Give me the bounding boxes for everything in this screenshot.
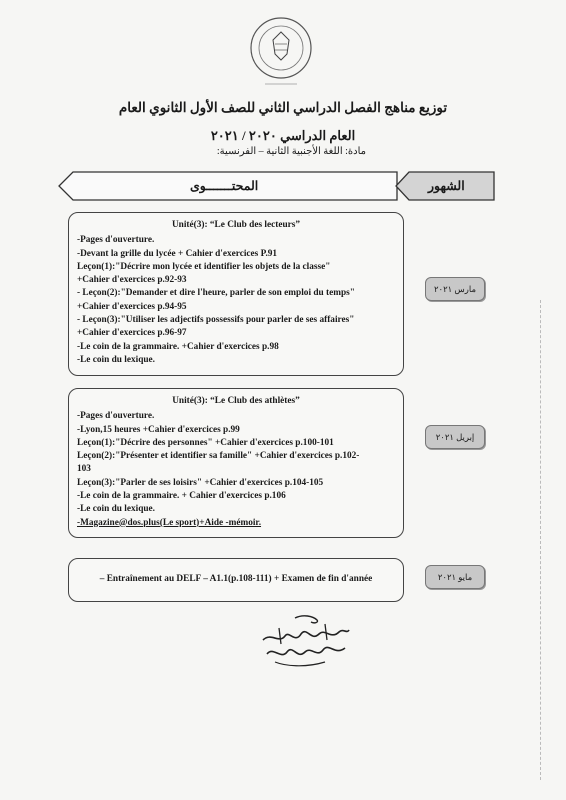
content-line: -Magazine@dos.plus(Le sport)+Aide -mémoir. [77, 517, 262, 528]
subject-label: مادة: اللغة الأجنبية الثانية – الفرنسية: [216, 146, 366, 157]
content-line: -Le coin de la grammaire. + Cahier d'exercices p.106 [77, 491, 286, 502]
content-line: -Lyon,15 heures +Cahier d'exercices p.99 [77, 424, 240, 435]
content-line: – Entraînement au DELF – A1.1(p.108-111) + Examen de fin d'année [99, 574, 373, 584]
content-box-april [68, 388, 404, 538]
content-line: - Leçon(3):"Utiliser les adjectifs possessifs pour parler de ses affaires" [77, 315, 355, 326]
content-box-may [68, 558, 404, 602]
content-line: +Cahier d'exercices p.94-95 [77, 301, 187, 312]
unit-title: Unité(3): “Le Club des lecteurs” [171, 220, 301, 230]
margin-line [540, 300, 541, 780]
content-line: +Cahier d'exercices p.92-93 [77, 275, 187, 286]
content-header-label: المحتـــــــوى [190, 179, 259, 193]
content-line: Leçon(1):"Décrire des personnes" +Cahier d'exercices p.100-101 [77, 437, 334, 448]
content-line: -Devant la grille du lycée + Cahier d'exercices P.91 [77, 248, 278, 259]
unit-title: Unité(3): “Le Club des athlètes” [172, 396, 300, 406]
content-box-march [68, 212, 404, 376]
months-header-label: الشهور [428, 179, 465, 193]
month-label-march: مارس ٢٠٢١ [425, 277, 485, 301]
content-line: 103 [77, 464, 91, 475]
ministry-seal-logo [245, 10, 317, 90]
content-line: Leçon(3):"Parler de ses loisirs" +Cahier d'exercices p.104-105 [77, 477, 324, 488]
month-label-april: إبريل ٢٠٢١ [425, 425, 485, 449]
content-line: -Le coin du lexique. [77, 354, 155, 365]
signature [255, 610, 355, 672]
content-line: -Pages d'ouverture. [77, 411, 155, 422]
content-line: +Cahier d'exercices p.96-97 [77, 328, 187, 339]
academic-year: العام الدراسي ٢٠٢٠ / ٢٠٢١ [210, 128, 356, 143]
content-line: -Le coin de la grammaire. +Cahier d'exercices p.98 [77, 341, 279, 352]
content-line: - Leçon(2):"Demander et dire l'heure, parler de son emploi du temps" [77, 288, 355, 299]
content-line: -Le coin du lexique. [77, 504, 155, 515]
document-title: توزيع مناهج الفصل الدراسي الثاني للصف الأول الثانوي العام [118, 100, 448, 115]
content-line: -Pages d'ouverture. [77, 235, 155, 246]
content-line: Leçon(1):"Décrire mon lycée et identifier les objets de la classe" [77, 261, 331, 272]
month-label-may: مايو ٢٠٢١ [425, 565, 485, 589]
content-line: Leçon(2):"Présenter et identifier sa famille" +Cahier d'exercices p.102- [77, 451, 360, 462]
